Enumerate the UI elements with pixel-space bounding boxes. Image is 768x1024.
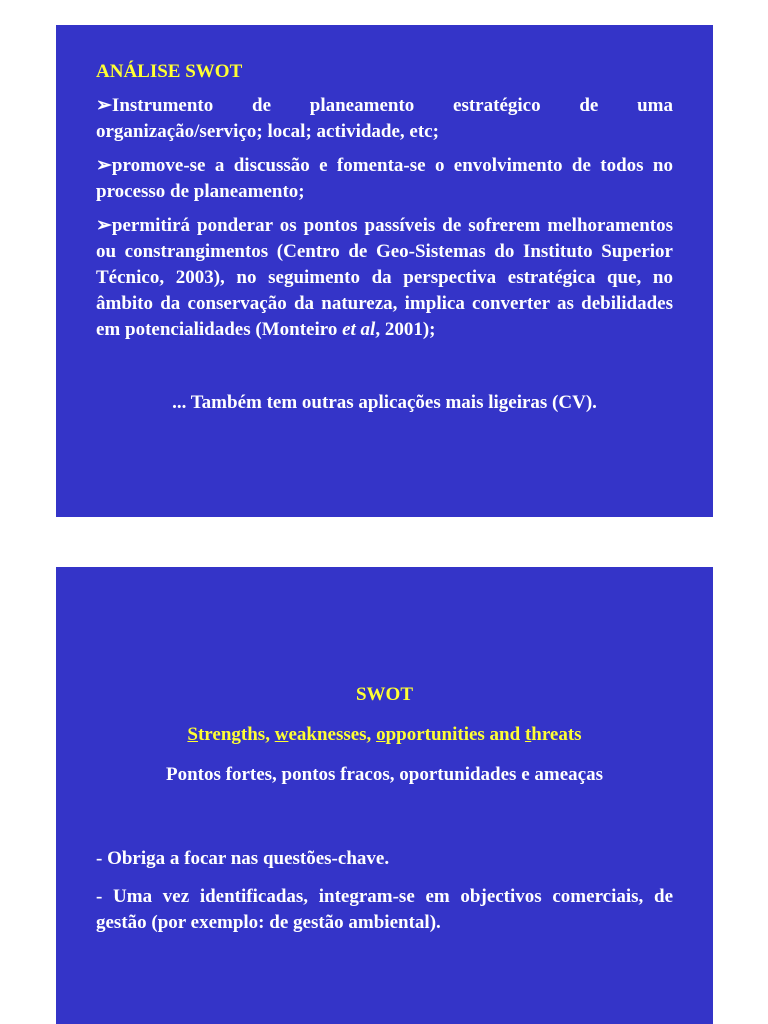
bullet-text-end: , 2001); bbox=[375, 319, 436, 340]
word-strengths: trengths, bbox=[197, 724, 275, 745]
citation-et-al: et al bbox=[342, 319, 376, 340]
slide-title: ANÁLISE SWOT bbox=[96, 61, 243, 82]
arrow-bullet-icon: ➢ bbox=[96, 215, 112, 236]
word-opportunities: pportunities and bbox=[385, 724, 525, 745]
arrow-bullet-icon: ➢ bbox=[96, 155, 112, 176]
bullet-text: promove-se a discussão e fomenta-se o envolvimento de todos no processo de planeamento; bbox=[96, 155, 673, 202]
arrow-bullet-icon: ➢ bbox=[96, 95, 112, 116]
slide-analise-swot bbox=[56, 25, 713, 517]
slide-title: SWOT bbox=[355, 684, 414, 705]
letter-w: w bbox=[274, 724, 289, 745]
bullet-text: Instrumento de planeamento estratégico de uma organização/serviço; local; actividade, etc; bbox=[96, 95, 673, 142]
letter-o: o bbox=[376, 724, 386, 745]
bullet-promove bbox=[96, 153, 673, 205]
closing-note: ... Também tem outras aplicações mais ligeiras (CV). bbox=[172, 392, 597, 413]
point-questoes-chave: - Obriga a focar nas questões-chave. bbox=[96, 848, 390, 869]
word-threats: hreats bbox=[531, 724, 582, 745]
bullet-instrumento bbox=[96, 93, 673, 145]
letter-s: S bbox=[187, 724, 198, 745]
point-objectivos: - Uma vez identificadas, integram-se em objectivos comerciais, de gestão (por exemplo: de gestão ambiental). bbox=[96, 886, 673, 933]
portuguese-translation: Pontos fortes, pontos fracos, oportunidades e ameaças bbox=[166, 764, 603, 785]
bullet-text: permitirá ponderar os pontos passíveis de sofrerem melhoramentos ou constrangimentos (Centro de Geo-Sistemas do Instituto Superior Técnico, 2003), no seguimento da perspectiva estratégica que, no âmbito da conservação da natureza, implica converter as debilidades em potencialidades (Monteiro bbox=[96, 215, 673, 340]
slide-swot bbox=[56, 567, 713, 1024]
swot-acronym-line bbox=[96, 722, 673, 748]
bullet-permitira bbox=[96, 213, 673, 343]
letter-t: t bbox=[524, 724, 532, 745]
word-weaknesses: eaknesses, bbox=[288, 724, 377, 745]
